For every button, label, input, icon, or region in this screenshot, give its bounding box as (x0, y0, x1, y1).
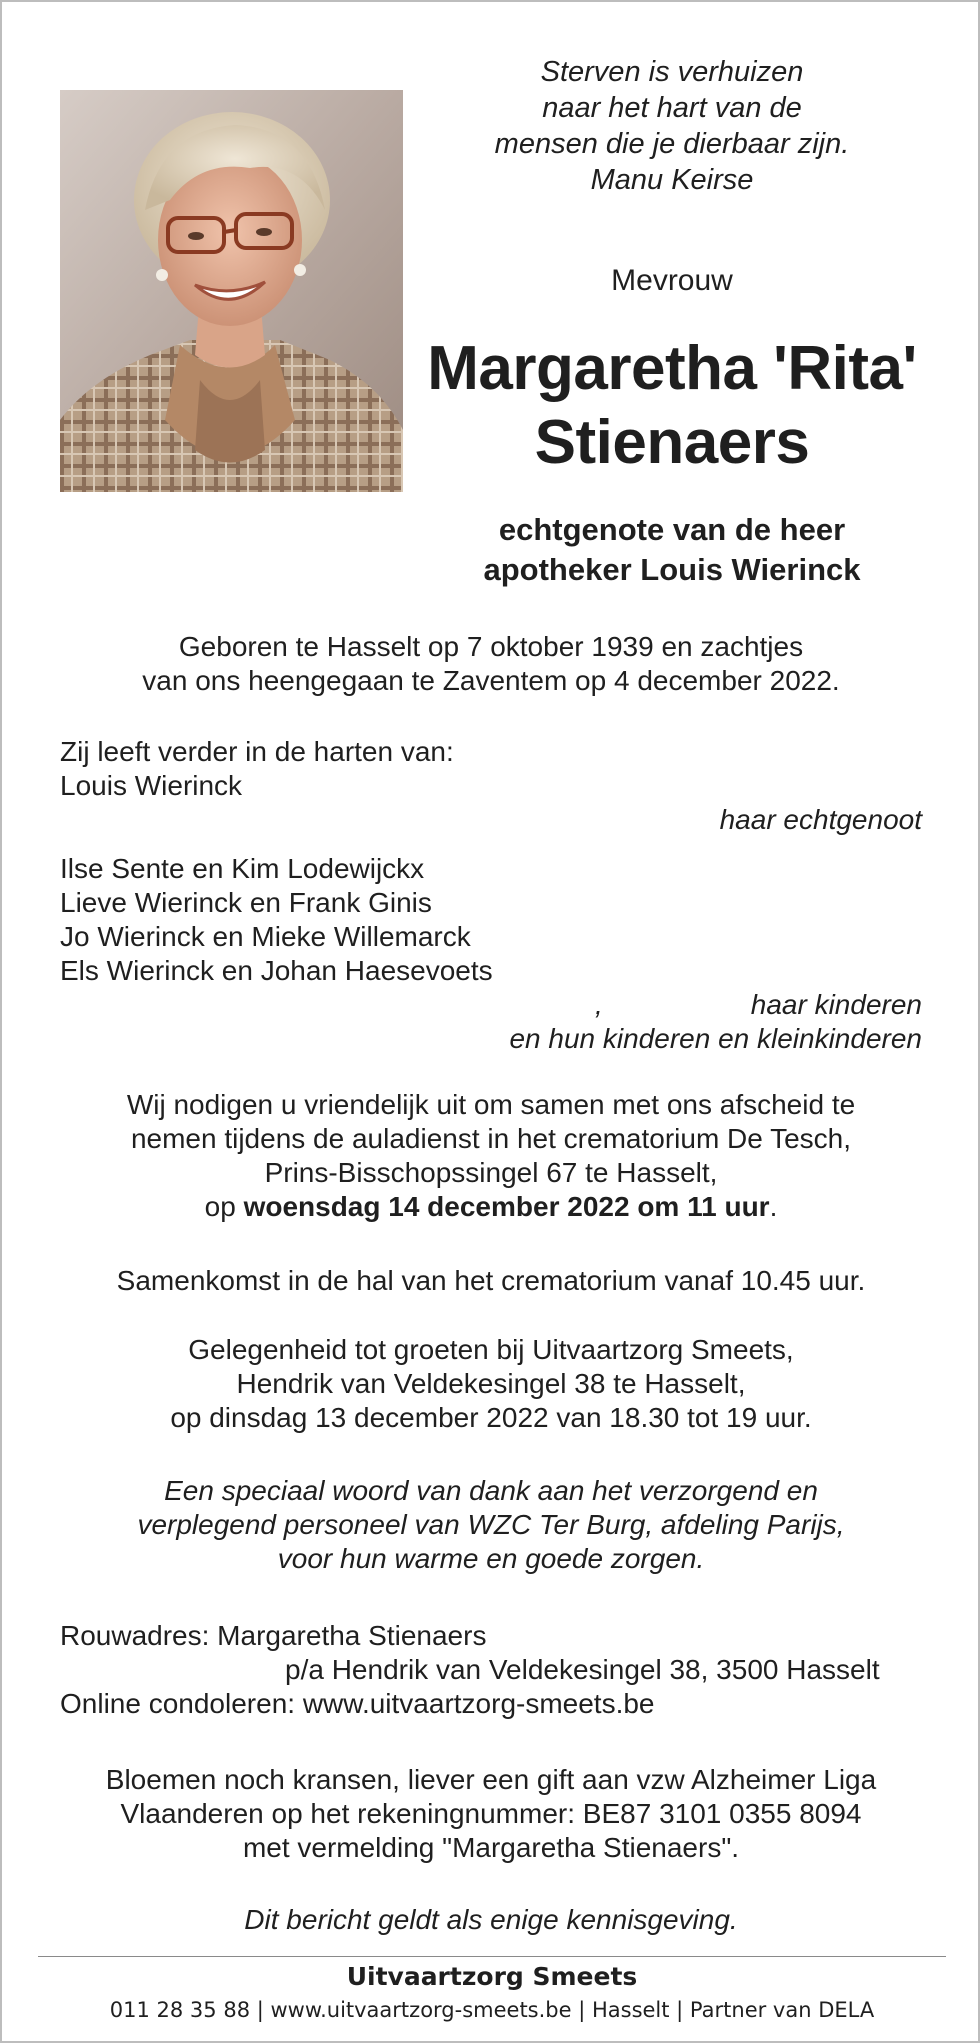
condolence-line: Gelegenheid tot groeten bij Uitvaartzorg Smeets, (188, 1334, 794, 1365)
spouse-name: Louis Wierinck (60, 770, 243, 801)
date-prefix: op (204, 1191, 244, 1222)
children-role: haar kinderen (750, 989, 922, 1020)
family-list (60, 735, 922, 1056)
deceased-name-line1: Margaretha 'Rita' (427, 334, 917, 403)
date-suffix: . (769, 1191, 778, 1222)
spouse-line2: apotheker Louis Wierinck (483, 552, 861, 587)
birth-death-details (60, 630, 922, 698)
thanks-line: Een speciaal woord van dank aan het verzorgend en (164, 1475, 818, 1506)
spouse-role: haar echtgenoot (719, 804, 922, 835)
notice-statement: Dit bericht geldt als enige kennisgeving. (244, 1904, 738, 1935)
footer-divider (38, 1956, 946, 1957)
thanks-message (60, 1474, 922, 1576)
death-line: van ons heengegaan te Zaventem op 4 december 2022. (142, 665, 840, 696)
quote-line: mensen die je dierbaar zijn. (494, 128, 850, 160)
invitation-line: nemen tijdens de auladienst in het crematorium De Tesch, (130, 1123, 852, 1154)
invitation-date-line (60, 1190, 922, 1224)
name-prefix: Mevrouw (611, 264, 733, 297)
thanks-line: voor hun warme en goede zorgen. (277, 1543, 705, 1574)
spouse-line1: echtgenote van de heer (498, 512, 846, 547)
quote-line: naar het hart van de (542, 92, 802, 124)
donation-request (60, 1763, 922, 1865)
funeral-home-name: Uitvaartzorg Smeets (346, 1962, 638, 1991)
gathering-info: Samenkomst in de hal van het crematorium vanaf 10.45 uur. (116, 1265, 866, 1296)
children-comma: , (595, 989, 603, 1020)
deceased-name (422, 332, 922, 480)
funeral-invitation (60, 1088, 922, 1224)
condolence-visit (60, 1333, 922, 1435)
donation-line: Bloemen noch kransen, liever een gift aan vzw Alzheimer Liga (105, 1764, 877, 1795)
condolence-line: op dinsdag 13 december 2022 van 18.30 tot 19 uur. (170, 1402, 812, 1433)
child-couple: Lieve Wierinck en Frank Ginis (60, 887, 432, 918)
invitation-line: Wij nodigen u vriendelijk uit om samen met ons afscheid te (126, 1089, 856, 1120)
online-condolence-line: Online condoleren: www.uitvaartzorg-smeets.be (60, 1688, 655, 1719)
invitation-line: Prins-Bisschopssingel 67 te Hasselt, (264, 1157, 718, 1188)
grandchildren-line: en hun kinderen en kleinkinderen (509, 1023, 922, 1054)
address-line: p/a Hendrik van Veldekesingel 38, 3500 Hasselt (285, 1654, 880, 1685)
donation-line: met vermelding "Margaretha Stienaers". (242, 1832, 740, 1863)
child-couple: Els Wierinck en Johan Haesevoets (60, 955, 493, 986)
portrait-photo (60, 90, 403, 492)
family-intro: Zij leeft verder in de harten van: (60, 736, 454, 767)
deceased-name-line2: Stienaers (534, 408, 810, 477)
service-date: woensdag 14 december 2022 om 11 uur (243, 1191, 770, 1222)
spacer (60, 837, 922, 852)
funeral-home-contact: 011 28 35 88 | www.uitvaartzorg-smeets.be | Hasselt | Partner van DELA (109, 1998, 875, 2022)
quote-line: Sterven is verhuizen (540, 56, 804, 88)
quote-author: Manu Keirse (590, 164, 754, 196)
donation-line: Vlaanderen op het rekeningnummer: BE87 3101 0355 8094 (120, 1798, 862, 1829)
mourning-address (60, 1619, 922, 1721)
thanks-line: verplegend personeel van WZC Ter Burg, afdeling Parijs, (137, 1509, 845, 1540)
child-couple: Ilse Sente en Kim Lodewijckx (60, 853, 425, 884)
spouse-description (422, 510, 922, 590)
child-couple: Jo Wierinck en Mieke Willemarck (60, 921, 471, 952)
memorial-quote (432, 54, 912, 198)
address-line: Rouwadres: Margaretha Stienaers (60, 1620, 487, 1651)
children-role-row (60, 988, 922, 1022)
condolence-line: Hendrik van Veldekesingel 38 te Hasselt, (236, 1368, 746, 1399)
birth-line: Geboren te Hasselt op 7 oktober 1939 en zachtjes (178, 631, 804, 662)
